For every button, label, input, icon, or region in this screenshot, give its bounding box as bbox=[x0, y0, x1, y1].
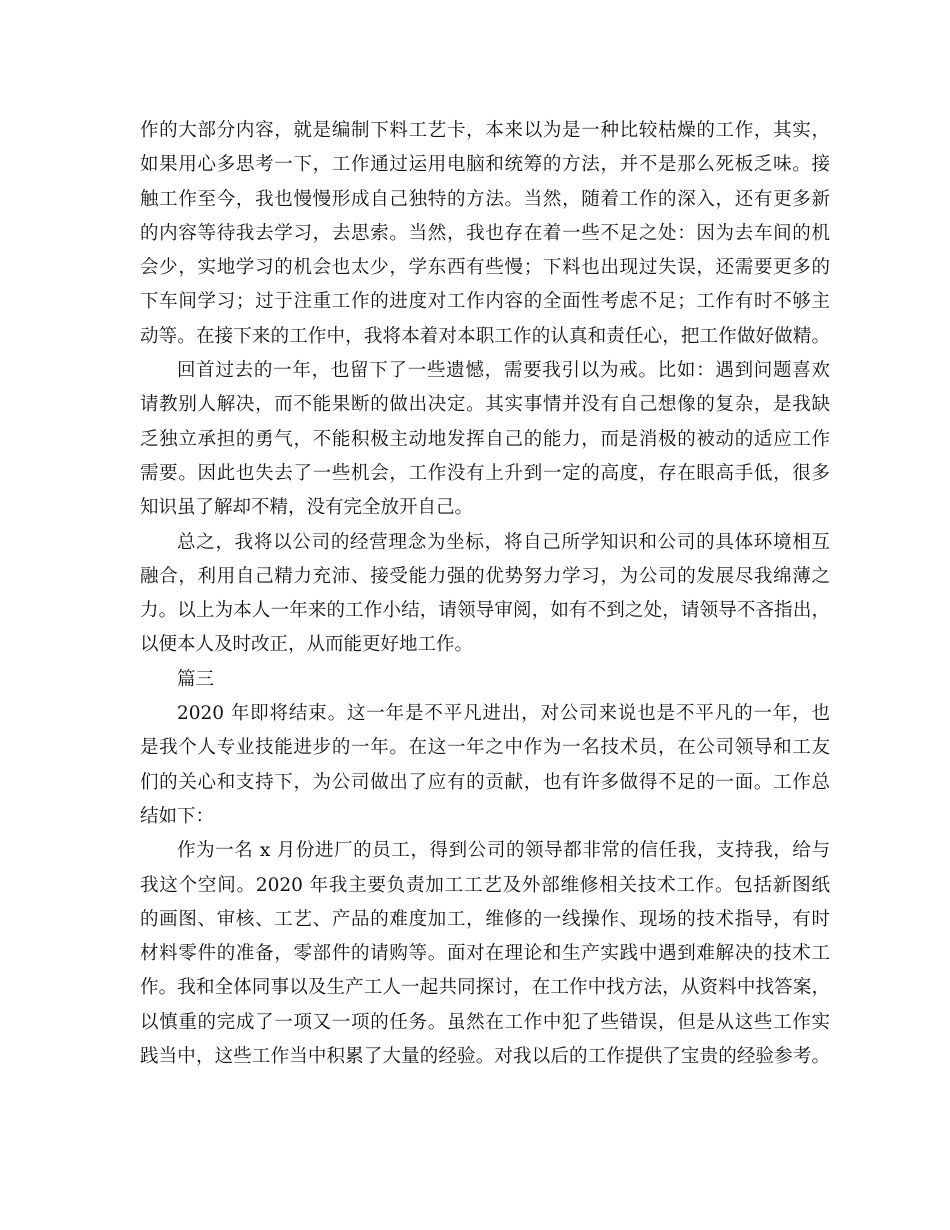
section-heading: 篇三 bbox=[177, 668, 215, 690]
text-line: 的内容等待我去学习，去思索。当然，我也存在着一些不足之处：因为去车间的机 bbox=[140, 222, 830, 244]
text-line: 融合，利用自己精力充沛、接受能力强的优势努力学习，为公司的发展尽我绵薄之 bbox=[140, 565, 830, 587]
paragraph-4 bbox=[140, 697, 830, 834]
text-line: 回首过去的一年，也留下了一些遗憾，需要我引以为戒。比如：遇到问题喜欢 bbox=[177, 360, 830, 382]
paragraph-5 bbox=[140, 834, 830, 1074]
text-line: 会少，实地学习的机会也太少，学东西有些慢；下料也出现过失误，还需要更多的 bbox=[140, 257, 830, 279]
text-line: 材料零件的准备，零部件的请购等。面对在理论和生产实践中遇到难解决的技术工 bbox=[140, 943, 830, 965]
text-line: 动等。在接下来的工作中，我将本着对本职工作的认真和责任心，把工作做好做精。 bbox=[140, 325, 830, 347]
text-line: 力。以上为本人一年来的工作小结，请领导审阅，如有不到之处，请领导不吝指出， bbox=[140, 600, 830, 622]
text-line: 2020 年即将结束。这一年是不平凡进出，对公司来说也是不平凡的一年，也 bbox=[177, 703, 830, 725]
text-line: 总之，我将以公司的经营理念为坐标，将自己所学知识和公司的具体环境相互 bbox=[177, 531, 830, 553]
text-line: 作为一名 x 月份进厂的员工，得到公司的领导都非常的信任我，支持我，给与 bbox=[177, 840, 830, 862]
text-line: 需要。因此也失去了一些机会，工作没有上升到一定的高度，存在眼高手低，很多 bbox=[140, 462, 830, 484]
text-line: 我这个空间。2020 年我主要负责加工工艺及外部维修相关技术工作。包括新图纸 bbox=[140, 874, 830, 896]
paragraph-2 bbox=[140, 354, 830, 525]
text-line: 触工作至今，我也慢慢形成自己独特的方法。当然，随着工作的深入，还有更多新 bbox=[140, 188, 830, 210]
text-line: 乏独立承担的勇气，不能积极主动地发挥自己的能力，而是消极的被动的适应工作 bbox=[140, 428, 830, 450]
text-line: 的画图、审核、工艺、产品的难度加工，维修的一线操作、现场的技术指导，有时 bbox=[140, 908, 830, 930]
document-page bbox=[140, 114, 830, 1074]
text-line: 作的大部分内容，就是编制下料工艺卡，本来以为是一种比较枯燥的工作，其实， bbox=[140, 120, 830, 141]
text-line: 作。我和全体同事以及生产工人一起共同探讨，在工作中找方法，从资料中找答案， bbox=[140, 977, 830, 999]
text-line: 是我个人专业技能进步的一年。在这一年之中作为一名技术员，在公司领导和工友 bbox=[140, 737, 830, 759]
text-line: 结如下： bbox=[140, 805, 215, 827]
text-line: 践当中，这些工作当中积累了大量的经验。对我以后的工作提供了宝贵的经验参考。 bbox=[140, 1046, 830, 1068]
text-line: 们的关心和支持下，为公司做出了应有的贡献，也有许多做得不足的一面。工作总 bbox=[140, 771, 830, 793]
text-line: 以慎重的完成了一项又一项的任务。虽然在工作中犯了些错误，但是从这些工作实 bbox=[140, 1011, 830, 1033]
text-line: 如果用心多思考一下，工作通过运用电脑和统筹的方法，并不是那么死板乏味。接 bbox=[140, 154, 830, 176]
text-line: 知识虽了解却不精，没有完全放开自己。 bbox=[140, 497, 474, 519]
paragraph-1 bbox=[140, 114, 830, 354]
text-line: 请教别人解决，而不能果断的做出决定。其实事情并没有自己想像的复杂，是我缺 bbox=[140, 394, 830, 416]
text-line: 以便本人及时改正，从而能更好地工作。 bbox=[140, 634, 474, 656]
text-line: 下车间学习；过于注重工作的进度对工作内容的全面性考虑不足；工作有时不够主 bbox=[140, 291, 830, 313]
paragraph-3 bbox=[140, 526, 830, 663]
